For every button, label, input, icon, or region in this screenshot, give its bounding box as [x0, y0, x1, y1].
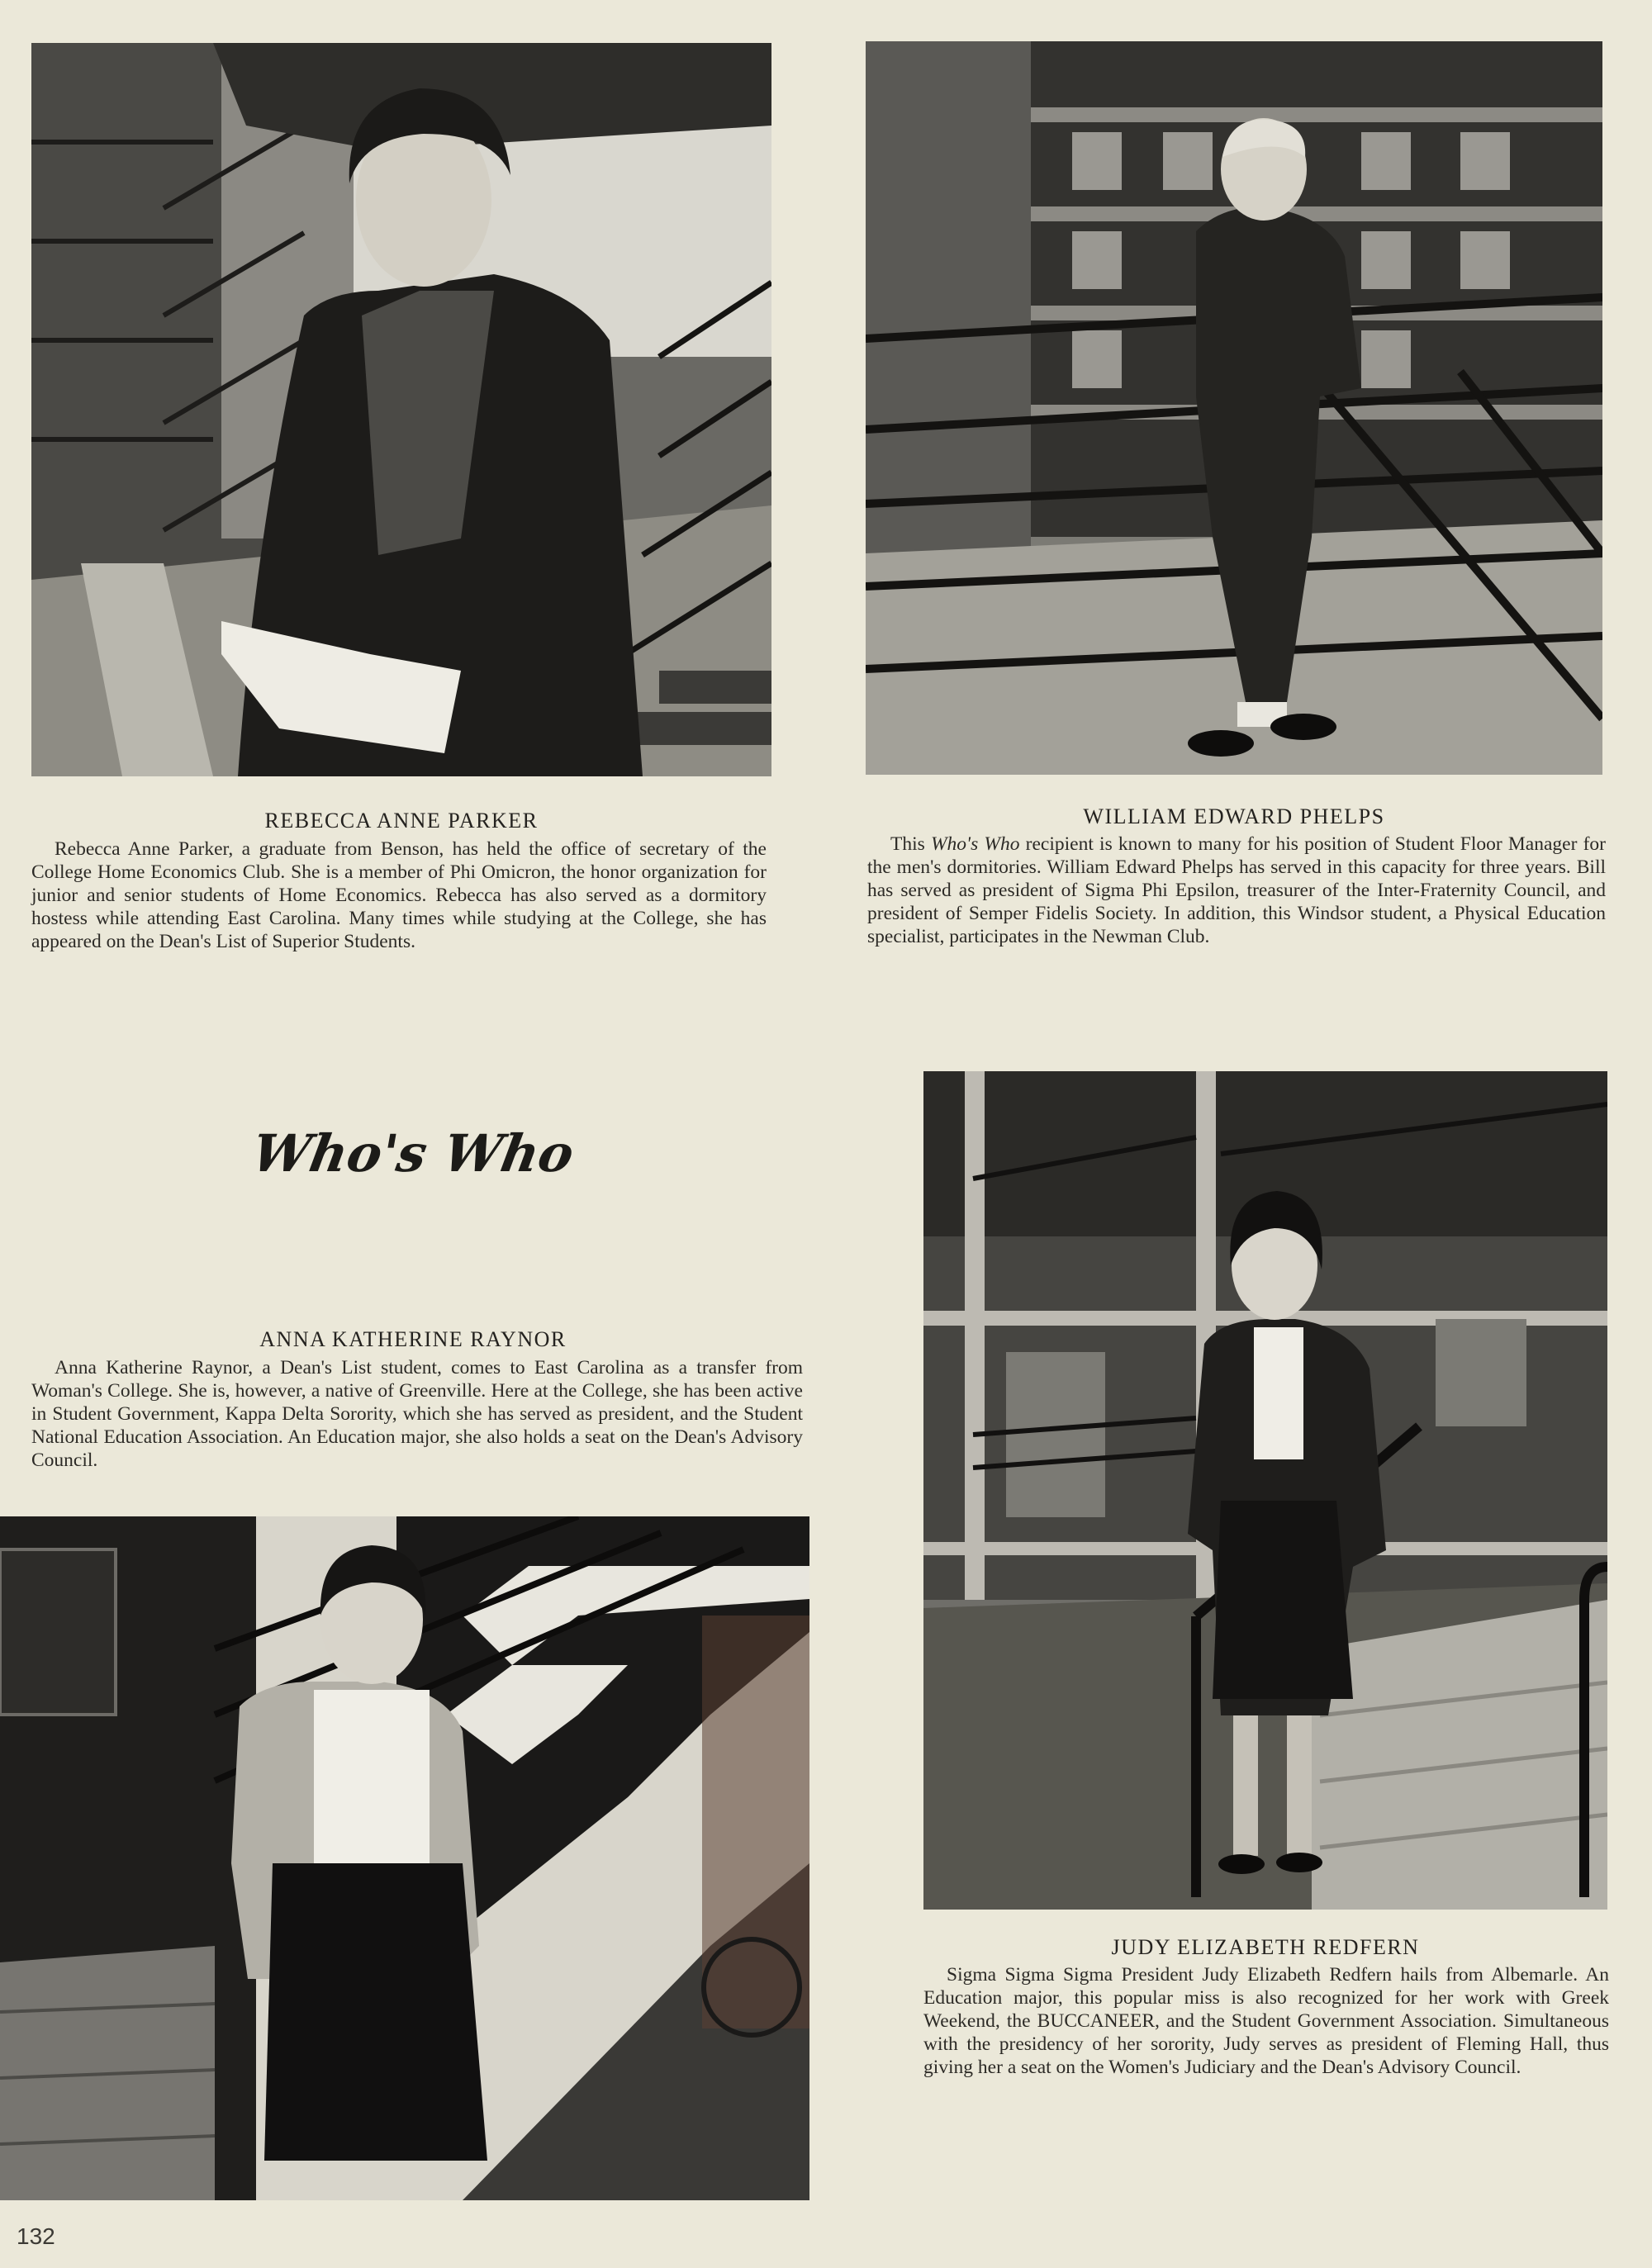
entry-bio-william-phelps: [867, 833, 1606, 948]
page-title: Who's Who: [247, 1123, 579, 1184]
entry-bio-rebecca-parker: Rebecca Anne Parker, a graduate from Benson, has held the office of secretary of the College Home Economics Club. She is a member of Phi Omicron, the honor organization for junior and senior students of Home Economics. Rebecca has also served as a dormitory hostess while attending East Carolina. Many times while studying at the College, she has appeared on the Dean's List of Superior Students.: [31, 838, 767, 952]
photo-judy-redfern: [923, 1071, 1607, 1910]
entry-name-william-phelps: WILLIAM EDWARD PHELPS: [1083, 804, 1385, 828]
entry-bio-judy-redfern: Sigma Sigma Sigma President Judy Elizabeth Redfern hails from Albemarle. An Education major, this popular miss is also recognized for her work with Greek Weekend, the BUCCANEER, and the Student Government Association. Simultaneous with the presidency of her sorority, Judy serves as president of Fleming Hall, thus giving her a seat on the Women's Judiciary and the Dean's Advisory Council.: [923, 1964, 1609, 2078]
photo-anna-raynor: [0, 1516, 809, 2200]
page-number: 132: [17, 2223, 55, 2249]
entry-name-judy-redfern: JUDY ELIZABETH REDFERN: [1111, 1935, 1420, 1959]
bio-intro: This: [890, 833, 931, 855]
bio-rest: recipient is known to many for his position of Student Floor Manager for the men's dormitories. William Edward Phelps has served in this capacity for three years. Bill has served as president of Sigma Phi Epsilon, treasurer of the Inter-Fraternity Council, and president of Semper Fidelis Society. In addition, this Windsor student, a Physical Education specialist, participates in the Newman Club.: [867, 833, 1606, 947]
photo-rebecca-parker: [31, 43, 771, 776]
entry-bio-anna-raynor: Anna Katherine Raynor, a Dean's List student, comes to East Carolina as a transfer from Woman's College. She is, however, a native of Greenville. Here at the College, she has been active in Student Government, Kappa Delta Sorority, which she has served as president, and the Student National Education Association. An Education major, she also holds a seat on the Dean's Advisory Council.: [31, 1357, 803, 1471]
photo-william-phelps: [866, 41, 1602, 775]
entry-name-anna-raynor: ANNA KATHERINE RAYNOR: [259, 1327, 567, 1351]
entry-name-rebecca-parker: REBECCA ANNE PARKER: [264, 809, 539, 833]
whos-who-emphasis: Who's Who: [930, 833, 1020, 855]
